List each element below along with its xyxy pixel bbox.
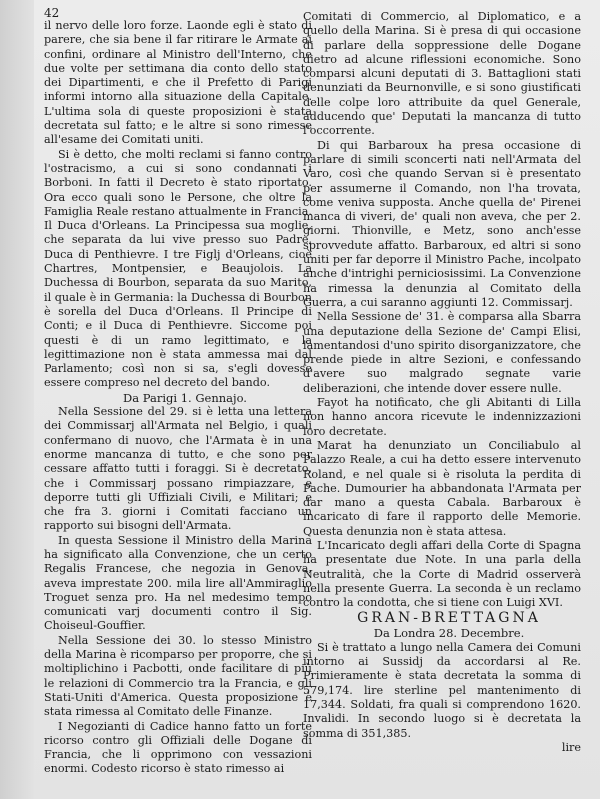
page-number: 42: [44, 6, 60, 20]
dateline-paris: Da Parigi 1. Gennajo.: [123, 390, 247, 405]
article-paragraph: Nella Sessione de' 31. è comparsa alla Sbarra una deputazione della Sezione de' Campi Elisi, lamentandosi d'uno spirito disorganizzatore, che prende piede in altre Sezioni, e confessando d'avere suo malgrado segnate varie deliberazioni, che intende dover essere nulle.: [303, 310, 581, 395]
article-paragraph: Comitati di Commercio, al Diplomatico, e a quello della Marina. Si è presa di qui occasione di parlare della soppressione delle Dogane dietro ad alcune riflessioni economiche. Sono comparsi alcuni deputati di 3. Battaglioni stati denunziati da Beurnonville, e si sono giustificati delle colpe loro attribuite da quel Generale, adducendo que' Deputati la mancanza di tutto l'occorrente.: [303, 10, 581, 138]
article-paragraph: il nervo delle loro forze. Laonde egli è stato di parere, che sia bene il far ritirare le Armate ai confini, ordinare al Ministro dell'Interno, che due volte per settimana dia conto dello stato dei Dipartimenti, e che il Prefetto di Parigi informi intorno alla situazione della Capitale. L'ultima sola di queste proposizioni è stata decretata sul fatto; e le altre si sono rimesse all'esame dei Comitati uniti.: [44, 19, 312, 147]
article-paragraph: Fayot ha notificato, che gli Abitanti di Lilla non hanno ancora ricevute le indennizzazioni loro decretate.: [303, 396, 581, 438]
article-paragraph: I Negozianti di Cadice hanno fatto un forte ricorso contro gli Offiziali delle Dogane di Francia, che li opprimono con vessazioni enormi. Codesto ricorso è stato rimesso ai: [44, 719, 312, 776]
right-column: [303, 10, 581, 755]
article-paragraph: Nella Sessione del 29. si è letta una lettera dei Commissarj all'Armata nel Belgio, i quali confermano di nuovo, che l'Armata è in una enorme mancanza di tutto, e che sono per cessare affatto tutti i foraggi. Si è decretato, che i Commissarj possano rimpiazzare, e deporre tutti gli Uffiziali Civili, e Militari; e che fra 3. giorni i Comitati facciano un rapporto sui bisogni dell'Armata.: [44, 405, 312, 533]
catchword: lire: [561, 740, 581, 754]
left-column: [44, 19, 312, 777]
article-paragraph: In questa Sessione il Ministro della Marina ha significato alla Convenzione, che un certo Regalis Francese, che negozia in Genova, aveva imprestate 200. mila lire all'Ammiraglio Troguet senza pro. Ha nel medesimo tempo comunicati varj documenti contro il Sig. Choiseul-Gouffier.: [44, 533, 312, 633]
article-paragraph: Si è detto, che molti reclami si fanno contro l'ostracismo, a cui si sono condannati i Borboni. In fatti il Decreto è stato riportato. Ora ecco quali sono le Persone, che oltre la Famiglia Reale restano attualmente in Francia. Il Duca d'Orleans. La Principessa sua moglie, che separata da lui vive presso suo Padre, Duca di Penthievre. I tre Figlj d'Orleans, cioè Chartres, Montpensier, e Beaujolois. La Duchessa di Bourbon, separata da suo Marito, il quale è in Germania: la Duchessa di Bourbon è sorella del Duca d'Orleans. Il Principe di Conti; e il Duca di Penthievre. Siccome poi questi è di un ramo legittimato, e la legittimazione non è stata ammessa mai dal Parlamento; così non si sa, s'egli dovesse essere compreso nel decreto del bando.: [44, 147, 312, 390]
article-paragraph: Nella Sessione dei 30. lo stesso Ministro della Marina è ricomparso per proporre, che si moltiplichino i Pacbotti, onde facilitare di più le relazioni di Commercio tra la Francia, e gli Stati-Uniti d'America. Questa proposizione è stata rimessa al Comitato delle Finanze.: [44, 633, 312, 719]
dateline-london: Da Londra 28. Decembre.: [373, 626, 525, 641]
section-heading-great-britain: GRAN-BRETTAGNA: [357, 610, 541, 627]
article-paragraph: Marat ha denunziato un Conciliabulo al Palazzo Reale, a cui ha detto essere intervenuto Roland, e nel quale si è risoluta la perdita di Pache. Dumourier ha abbandonata l'Armata per dar mano a questa Cabala. Barbaroux è incaricato di fare il rapporto delle Memorie. Questa denunzia non è stata attesa.: [303, 438, 581, 538]
article-paragraph: L'Incaricato degli affari della Corte di Spagna ha presentate due Note. In una parla della Neutralità, che la Corte di Madrid osserverà nella presente Guerra. La seconda è un reclamo contro la condotta, che si tiene con Luigi XVI.: [303, 538, 581, 610]
article-paragraph: Si è trattato a lungo nella Camera dei Comuni intorno ai Sussidj da accordarsi al Re. Primieramente è stata decretata la somma di 579,174. lire sterline pel mantenimento di 17,344. Soldati, fra quali si comprendono 1620. Invalidi. In secondo luogo si è decretata la somma di 351,385.: [303, 640, 581, 740]
article-paragraph: Di qui Barbaroux ha presa occasione di parlare di simili sconcerti nati nell'Armata del Varo, così che quando Servan si è presentato per assumerne il Comando, non l'ha trovata, come veniva supposta. Anche quella de' Pirenei manca di viveri, de' quali non aveva, che per 2. giorni. Thionville, e Metz, sono anch'esse sprovvedute affatto. Barbaroux, ed altri si sono uniti per far deporre il Ministro Pache, incolpato anche d'intrighi perniciosissimi. La Convenzione ha rimessa la denunzia al Comitato della Guerra, a cui saranno aggiunti 12. Commissarj.: [303, 138, 581, 309]
page-gutter: [0, 0, 34, 799]
